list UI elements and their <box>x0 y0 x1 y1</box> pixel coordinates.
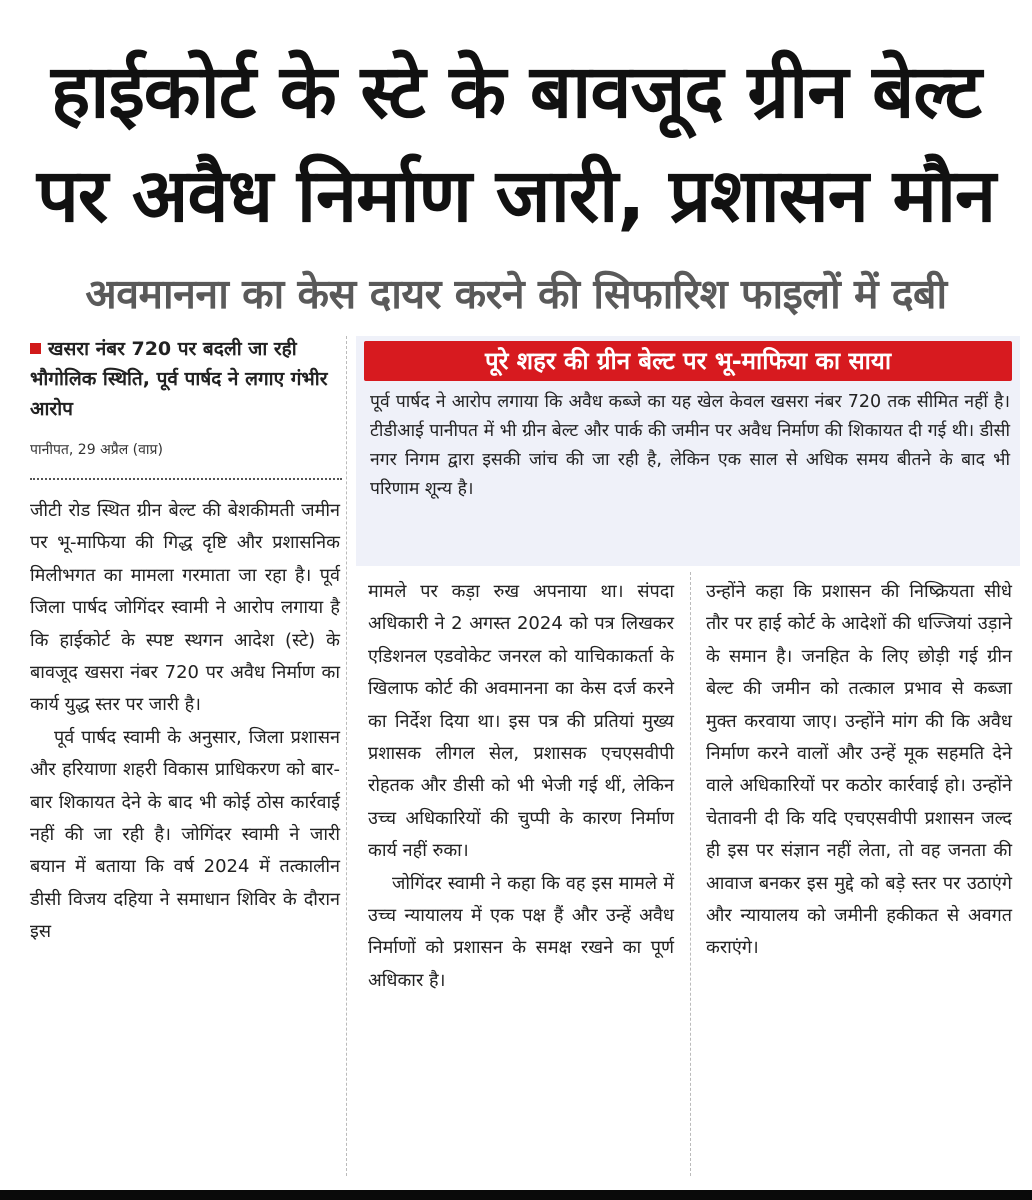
paragraph: उन्होंने कहा कि प्रशासन की निष्क्रियता सीधे तौर पर हाई कोर्ट के आदेशों की धज्जियां उड़ाने के समान है। जनहित के लिए छोड़ी गई ग्रीन बेल्ट की जमीन को तत्काल प्रभाव से कब्जा मुक्त करवाया जाए। उन्होंने मांग की कि अवैध निर्माण करने वालों और उन्हें मूक सहमति देने वाले अधिकारियों पर कठोर कार्रवाई हो। उन्होंने चेतावनी दी कि यदि एचएसवीपी प्रशासन जल्द ही इस पर संज्ञान नहीं लेता, तो वह जनता की आवाज बनकर इस मुद्दे को बड़े स्तर पर उठाएंगे और न्यायालय को जमीनी हकीकत से अवगत कराएंगे। <box>706 581 1012 959</box>
dotted-divider <box>30 478 342 480</box>
headline <box>18 40 1014 248</box>
column-divider <box>346 336 347 1176</box>
headline-line-2: पर अवैध निर्माण जारी, प्रशासन मौन <box>36 153 996 239</box>
callout-heading: पूरे शहर की ग्रीन बेल्ट पर भू-माफिया का साया <box>364 341 1012 381</box>
callout-body: पूर्व पार्षद ने आरोप लगाया कि अवैध कब्जे का यह खेल केवल खसरा नंबर 720 तक सीमित नहीं है। टीडीआई पानीपत में भी ग्रीन बेल्ट और पार्क की जमीन पर अवैध निर्माण की शिकायत दी गई थी। डीसी नगर निगम द्वारा इसकी जांच की जा रही है, लेकिन एक साल से अधिक समय बीतने के बाद भी परिणाम शून्य है। <box>370 392 1010 499</box>
paragraph: पूर्व पार्षद स्वामी के अनुसार, जिला प्रशासन और हरियाणा शहरी विकास प्राधिकरण को बार-बार शिकायत देने के बाद भी कोई ठोस कार्रवाई नहीं की जा रही है। जोगिंदर स्वामी ने जारी बयान में बताया कि वर्ष 2024 में तत्कालीन डीसी विजय दहिया ने समाधान शिविर के दौरान इस <box>30 726 340 943</box>
subheadline: अवमानना का केस दायर करने की सिफारिश फाइलों में दबी <box>85 270 947 318</box>
paragraph: जीटी रोड स्थित ग्रीन बेल्ट की बेशकीमती जमीन पर भू-माफिया की गिद्ध दृष्टि और प्रशासनिक मिलीभगत का मामला गरमाता जा रहा है। पूर्व जिला पार्षद जोगिंदर स्वामी ने आरोप लगाया है कि हाईकोर्ट के स्पष्ट स्थगन आदेश (स्टे) के बावजूद खसरा नंबर 720 पर अवैध निर्माण का कार्य युद्ध स्तर पर जारी है। <box>30 500 340 716</box>
kicker <box>30 334 340 424</box>
article-column-1 <box>30 495 340 949</box>
article-column-3 <box>706 576 1012 965</box>
headline-line-1: हाईकोर्ट के स्टे के बावजूद ग्रीन बेल्ट <box>51 49 981 135</box>
bottom-edge-bar <box>0 1190 1032 1200</box>
article-column-2 <box>368 576 674 997</box>
dateline: पानीपत, 29 अप्रैल (वाप्र) <box>30 442 163 458</box>
column-divider <box>690 572 691 1176</box>
square-bullet-icon <box>30 343 41 354</box>
kicker-text: खसरा नंबर 720 पर बदली जा रही भौगोलिक स्थिति, पूर्व पार्षद ने लगाए गंभीर आरोप <box>30 338 328 420</box>
paragraph: जोगिंदर स्वामी ने कहा कि वह इस मामले में उच्च न्यायालय में एक पक्ष हैं और उन्हें अवैध निर्माणों को प्रशासन के समक्ष रखने का पूर्ण अधिकार है। <box>368 872 674 991</box>
paragraph: मामले पर कड़ा रुख अपनाया था। संपदा अधिकारी ने 2 अगस्त 2024 को पत्र लिखकर एडिशनल एडवोकेट जनरल को याचिकाकर्ता के खिलाफ कोर्ट की अवमानना का केस दर्ज करने का निर्देश दिया था। इस पत्र की प्रतियां मुख्य प्रशासक लीगल सेल, प्रशासक एचएसवीपी रोहतक और डीसी को भी भेजी गई थीं, लेकिन उच्च अधिकारियों की चुप्पी के कारण निर्माण कार्य नहीं रुका। <box>368 581 674 862</box>
